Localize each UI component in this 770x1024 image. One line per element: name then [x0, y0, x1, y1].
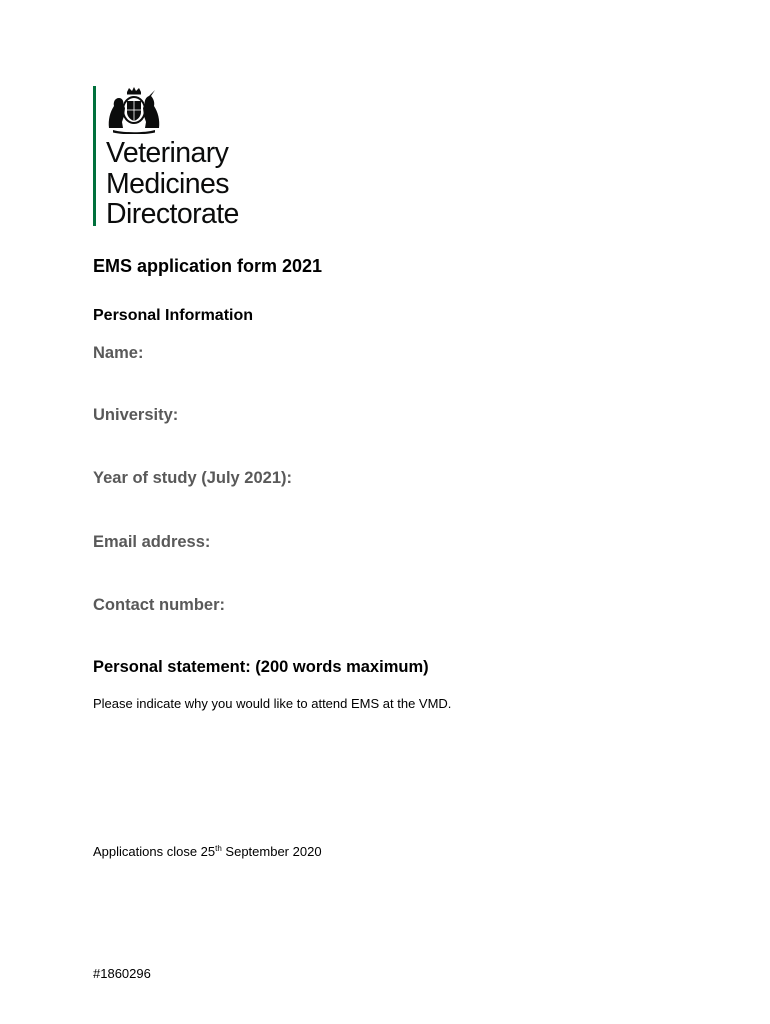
contact-number-label: Contact number:	[93, 596, 225, 614]
document-title: EMS application form 2021	[93, 256, 323, 276]
applications-close-notice	[93, 844, 322, 859]
personal-information-heading: Personal Information	[93, 307, 254, 324]
org-name-line-3: Directorate	[106, 198, 239, 230]
org-name-line-2: Medicines	[106, 167, 229, 200]
personal-statement-heading: Personal statement: (200 words maximum)	[93, 658, 429, 676]
closing-date-rest: September 2020	[221, 844, 322, 859]
document-reference: #1860296	[93, 966, 151, 981]
organisation-name	[106, 138, 239, 230]
royal-coat-of-arms-icon	[105, 86, 163, 134]
closing-prefix: Applications close 25	[93, 844, 216, 859]
logo-green-bar	[93, 86, 96, 226]
org-name-line-1: Veterinary	[106, 137, 229, 169]
name-label: Name:	[93, 344, 144, 362]
statement-instruction: Please indicate why you would like to attend EMS at the VMD.	[93, 696, 452, 711]
closing-ordinal-suffix: th	[215, 844, 222, 853]
vmd-logo	[93, 86, 293, 228]
university-label: University:	[93, 406, 179, 424]
email-address-label: Email address:	[93, 533, 211, 551]
year-of-study-label: Year of study (July 2021):	[93, 469, 292, 487]
